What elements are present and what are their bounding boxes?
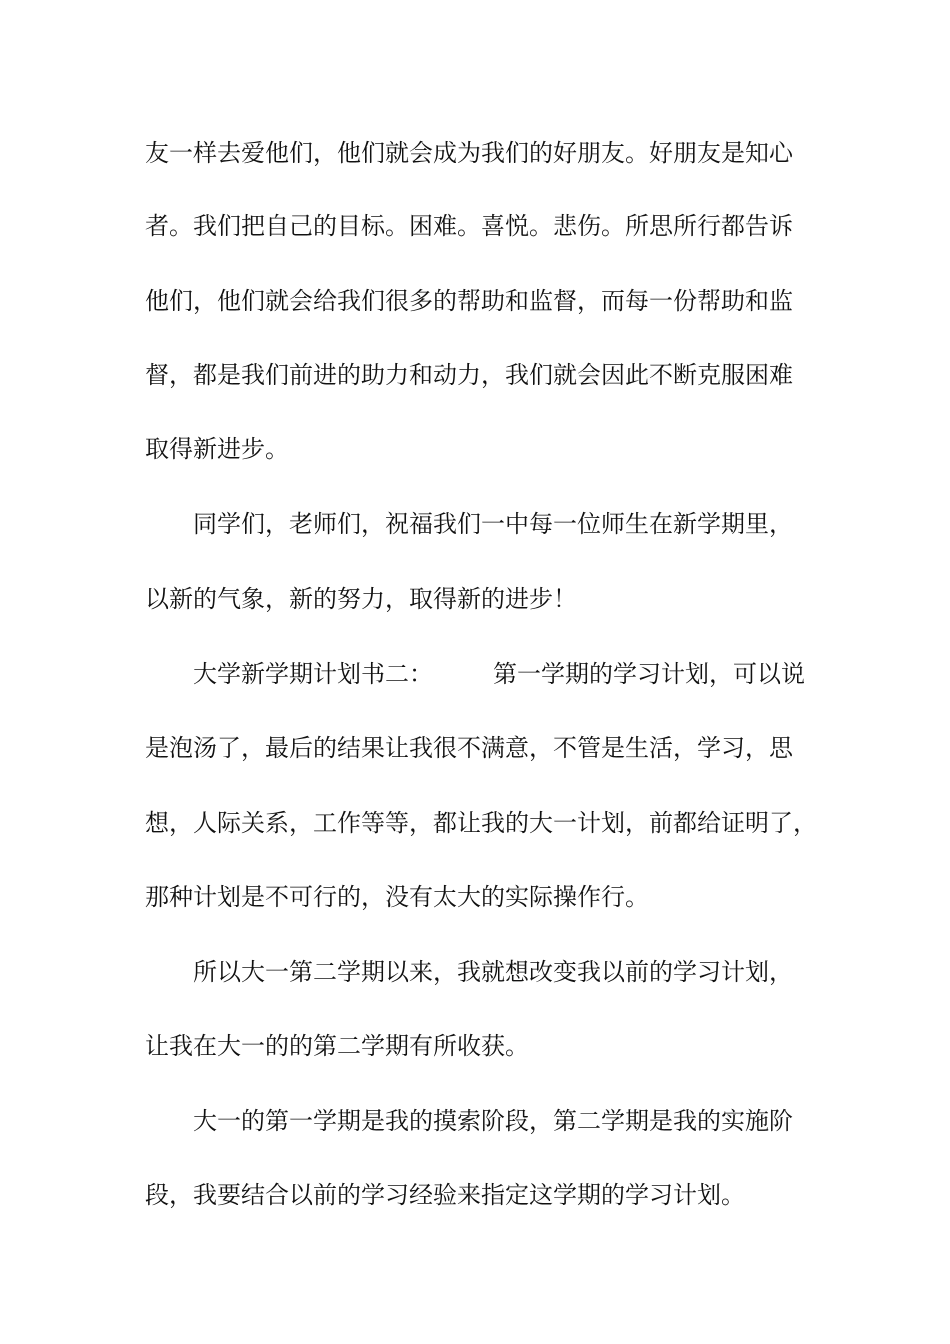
text-line: 以新的气象，新的努力，取得新的进步！ [145,585,577,613]
text-line: 他们，他们就会给我们很多的帮助和监督，而每一份帮助和监 [145,287,793,315]
paragraph-first-line: 所以大一第二学期以来，我就想改变我以前的学习计划， [193,958,793,986]
text-line: 友一样去爱他们，他们就会成为我们的好朋友。好朋友是知心 [145,139,793,167]
text-line: 那种计划是不可行的，没有太大的实际操作行。 [145,883,649,911]
paragraph-first-line: 大一的第一学期是我的摸索阶段，第二学期是我的实施阶 [193,1107,793,1135]
text-line: 让我在大一的的第二学期有所收获。 [145,1032,529,1060]
paragraph-first-line: 同学们，老师们，祝福我们一中每一位师生在新学期里， [193,510,793,538]
text-line: 想，人际关系，工作等等，都让我的大一计划，前都给证明了， [145,809,817,837]
text-line: 是泡汤了，最后的结果让我很不满意，不管是生活，学习，思 [145,734,793,762]
text-line: 段，我要结合以前的学习经验来指定这学期的学习计划。 [145,1181,745,1209]
paragraph-first-line: 大学新学期计划书二： 第一学期的学习计划，可以说 [193,660,805,688]
text-line: 督，都是我们前进的助力和动力，我们就会因此不断克服困难 [145,361,793,389]
text-line: 取得新进步。 [145,435,289,463]
text-line: 者。我们把自己的目标。困难。喜悦。悲伤。所思所行都告诉 [145,212,793,240]
